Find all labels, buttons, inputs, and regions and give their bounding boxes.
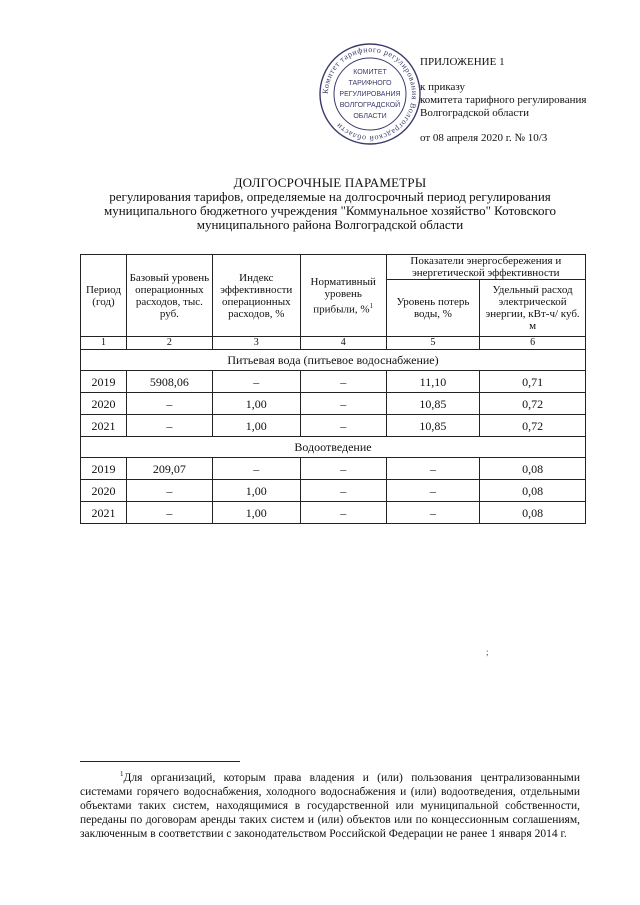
cell-norm: – <box>300 371 386 393</box>
cell-period: 2021 <box>81 415 127 437</box>
cell-index: – <box>212 371 300 393</box>
cell-loss: 10,85 <box>386 393 480 415</box>
appendix-committee: комитета тарифного регулирования <box>420 94 587 106</box>
table-row <box>81 480 586 502</box>
appendix-title: ПРИЛОЖЕНИЕ 1 <box>420 56 505 68</box>
cell-base: 5908,06 <box>126 371 212 393</box>
table-number-row <box>81 337 586 350</box>
title-heading: ДОЛГОСРОЧНЫЕ ПАРАМЕТРЫ <box>233 175 427 190</box>
col-num: 1 <box>81 337 127 350</box>
col-num: 4 <box>300 337 386 350</box>
cell-norm: – <box>300 415 386 437</box>
stamp-line-3: РЕГУЛИРОВАНИЯ <box>339 91 401 98</box>
cell-loss: – <box>386 458 480 480</box>
cell-period: 2020 <box>81 393 127 415</box>
col-num: 6 <box>480 337 586 350</box>
cell-period: 2020 <box>81 480 127 502</box>
col-num: 3 <box>212 337 300 350</box>
header-energy-group: Показатели энергосбережения и энергетической эффективности <box>386 255 585 280</box>
cell-norm: – <box>300 502 386 524</box>
section-row-wastewater <box>81 437 586 458</box>
cell-period: 2019 <box>81 371 127 393</box>
title-line-1: регулирования тарифов, определяемые на долгосрочный период регулирования <box>109 189 551 204</box>
header-efficiency-index: Индекс эффективности операционных расходов, % <box>212 255 300 337</box>
header-water-loss: Уровень потерь воды, % <box>386 280 480 337</box>
stamp-line-5: ОБЛАСТИ <box>353 113 387 120</box>
cell-base: – <box>126 415 212 437</box>
section-title-wastewater: Водоотведение <box>81 437 586 458</box>
cell-loss: – <box>386 502 480 524</box>
section-title-water: Питьевая вода (питьевое водоснабжение) <box>81 350 586 371</box>
table-row <box>81 415 586 437</box>
cell-specific: 0,08 <box>480 458 586 480</box>
cell-index: 1,00 <box>212 393 300 415</box>
cell-specific: 0,72 <box>480 415 586 437</box>
header-base-costs: Базовый уровень операционных расходов, тыс. руб. <box>126 255 212 337</box>
header-normative-profit <box>300 255 386 337</box>
col-num: 5 <box>386 337 480 350</box>
stamp-seal-icon <box>318 42 422 146</box>
stamp-ring-text: Комитет тарифного регулирования Волгоградской области <box>320 44 420 144</box>
cell-index: – <box>212 458 300 480</box>
stray-mark: ; <box>486 647 489 657</box>
stamp-line-1: КОМИТЕТ <box>353 69 387 76</box>
cell-norm: – <box>300 480 386 502</box>
document-title <box>60 176 600 232</box>
cell-index: 1,00 <box>212 502 300 524</box>
cell-base: – <box>126 393 212 415</box>
table-row <box>81 393 586 415</box>
cell-base: – <box>126 502 212 524</box>
header-normative-profit-text: Нормативный уровень прибыли, % <box>310 275 376 316</box>
cell-norm: – <box>300 393 386 415</box>
header-specific-consumption: Удельный расход электрической энергии, кВт-ч/ куб. м <box>480 280 586 337</box>
cell-loss: 11,10 <box>386 371 480 393</box>
appendix-block <box>420 56 586 145</box>
footnote <box>80 767 580 841</box>
cell-specific: 0,08 <box>480 480 586 502</box>
parameters-table <box>80 254 586 524</box>
table-row <box>81 458 586 480</box>
official-stamp <box>318 42 422 146</box>
cell-period: 2019 <box>81 458 127 480</box>
col-num: 2 <box>126 337 212 350</box>
footnote-marker: 1 <box>120 770 124 778</box>
cell-loss: 10,85 <box>386 415 480 437</box>
cell-base: 209,07 <box>126 458 212 480</box>
appendix-date: от 08 апреля 2020 г. № 10/3 <box>420 132 548 144</box>
cell-specific: 0,71 <box>480 371 586 393</box>
cell-norm: – <box>300 458 386 480</box>
header-period: Период (год) <box>81 255 127 337</box>
table-row <box>81 371 586 393</box>
cell-specific: 0,08 <box>480 502 586 524</box>
cell-specific: 0,72 <box>480 393 586 415</box>
appendix-region: Волгоградской области <box>420 107 529 119</box>
cell-period: 2021 <box>81 502 127 524</box>
cell-loss: – <box>386 480 480 502</box>
title-line-2: муниципального бюджетного учреждения "Коммунальное хозяйство" Котовского <box>103 203 557 218</box>
table-row <box>81 502 586 524</box>
table-header-row <box>81 255 586 280</box>
cell-index: 1,00 <box>212 480 300 502</box>
cell-index: 1,00 <box>212 415 300 437</box>
footnote-text: Для организаций, которым права владения и (или) пользования централизованными системами горячего водоснабжения, холодного водоснабжения и (или) водоотведения, отдельными объектами таких систем, находящимися в государственной или муниципальной собственности, переданы по договорам аренды таких систем и (или) объектов или по концессионным соглашениям, заключенным в соответствии с законодательством Российской Федерации не ранее 1 января 2014 г. <box>80 771 580 840</box>
title-line-3: муниципального района Волгоградской области <box>196 217 464 232</box>
stamp-line-4: ВОЛГОГРАДСКОЙ <box>339 102 401 109</box>
footnote-divider <box>80 761 240 762</box>
section-row-water <box>81 350 586 371</box>
stamp-line-2: ТАРИФНОГО <box>348 80 392 87</box>
appendix-order: к приказу <box>420 81 466 93</box>
cell-base: – <box>126 480 212 502</box>
footnote-ref: 1 <box>369 301 374 310</box>
